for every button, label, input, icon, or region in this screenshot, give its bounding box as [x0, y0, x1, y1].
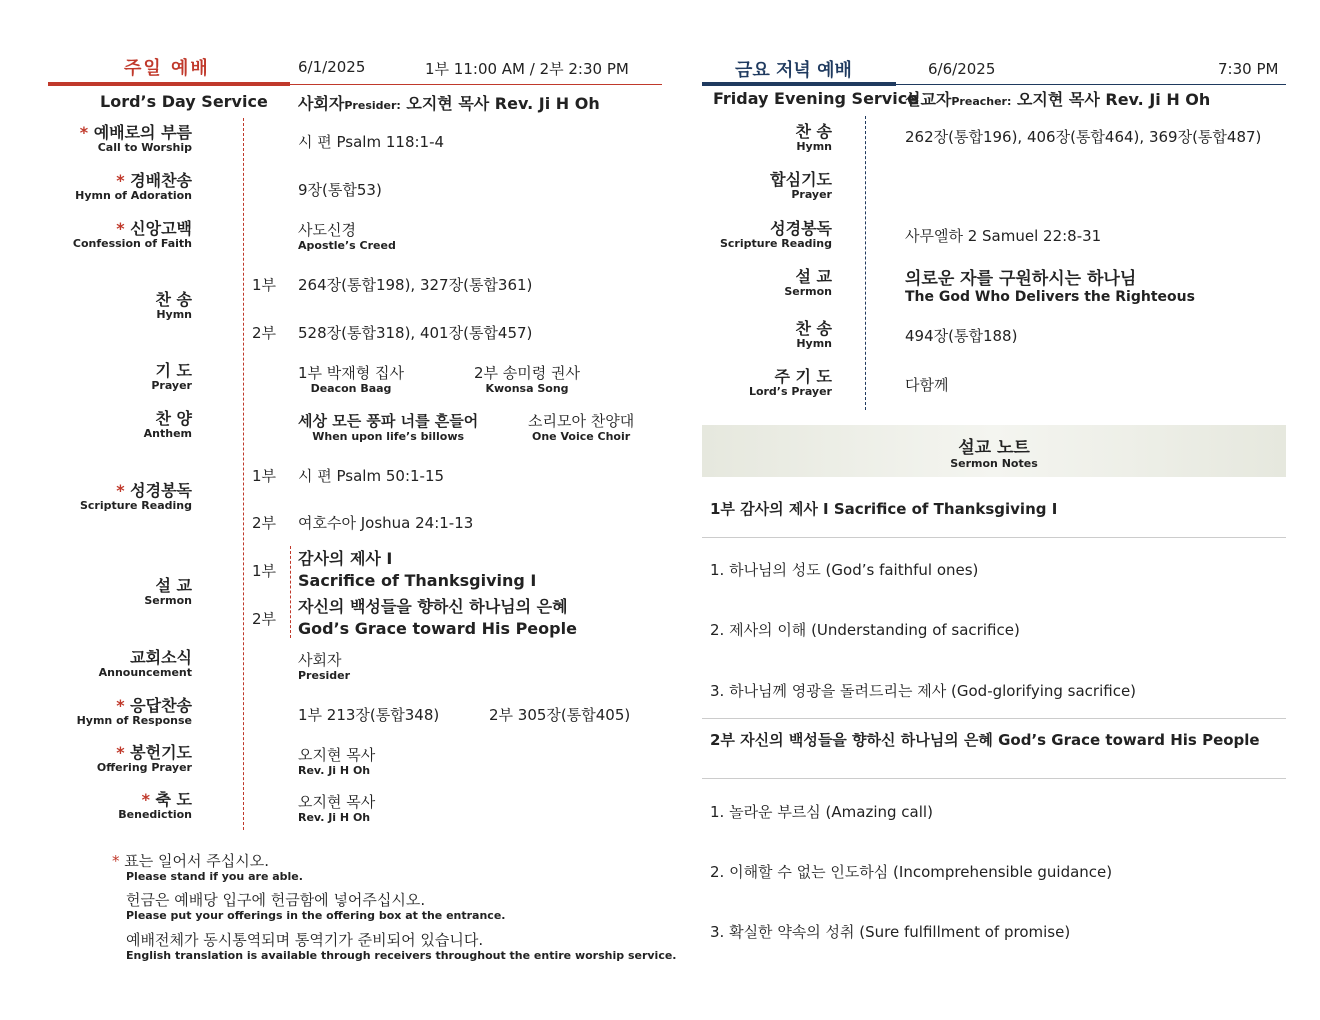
hymn-part2: 2부	[252, 324, 277, 342]
sermon-notes-header: 설교 노트 Sermon Notes	[702, 425, 1286, 477]
sermon-dashed-divider	[290, 546, 291, 638]
notes-divider	[702, 718, 1286, 719]
fri-sermon-label: 설 교 Sermon	[784, 267, 832, 298]
fri-hymn1-label: 찬 송 Hymn	[795, 122, 832, 153]
fri-sermon-value: 의로운 자를 구원하시는 하나님 The God Who Delivers the Righteous	[905, 269, 1195, 305]
announcement-value: 사회자 Presider	[298, 651, 351, 682]
prayer-person2: 2부 송미령 권사 Kwonsa Song	[474, 364, 581, 395]
notes-part1-point3: 3. 하나님께 영광을 돌려드리는 제사 (God-glorifying sacrifice)	[710, 682, 1137, 700]
item-response-label: * 응답찬송 Hymn of Response	[76, 696, 192, 727]
notes-part1-point1: 1. 하나님의 성도 (God’s faithful ones)	[710, 561, 979, 579]
left-times: 1부 11:00 AM / 2부 2:30 PM	[425, 60, 629, 78]
notes-part1-heading: 1부 감사의 제사 I Sacrifice of Thanksgiving I	[710, 500, 1058, 518]
left-header-rule	[290, 84, 662, 85]
left-title-bar	[48, 82, 290, 86]
item-offering-label: * 봉헌기도 Offering Prayer	[96, 743, 192, 774]
response-value1: 1부 213장(통합348)	[298, 706, 440, 724]
item-hymn-adoration-value: 9장(통합53)	[298, 181, 382, 199]
left-title: 주일 예배	[124, 58, 210, 79]
hymn-value1: 264장(통합198), 327장(통합361)	[298, 276, 533, 294]
item-anthem-label: 찬 양 Anthem	[143, 409, 192, 440]
item-confession-label: * 신앙고백 Confession of Faith	[72, 219, 192, 250]
right-date: 6/6/2025	[928, 60, 996, 78]
scripture-value2: 여호수아 Joshua 24:1-13	[298, 514, 474, 532]
right-time: 7:30 PM	[1218, 60, 1279, 78]
benediction-value: 오지현 목사 Rev. Ji H Oh	[298, 793, 376, 824]
fri-hymn2-label: 찬 송 Hymn	[795, 319, 832, 350]
right-title-bar	[702, 82, 896, 86]
fri-scripture-value: 사무엘하 2 Samuel 22:8-31	[905, 227, 1102, 245]
item-benediction-label: * 축 도 Benediction	[118, 790, 192, 821]
fri-hymn1-value: 262장(통합196), 406장(통합464), 369장(통합487)	[905, 128, 1262, 146]
response-value2: 2부 305장(통합405)	[489, 706, 631, 724]
notes-divider	[702, 537, 1286, 538]
sermon-title1: 감사의 제사 I Sacrifice of Thanksgiving I	[298, 549, 537, 590]
notes-part1-point2: 2. 제사의 이해 (Understanding of sacrifice)	[710, 621, 1020, 639]
right-header-rule	[896, 84, 1286, 85]
footnote-offering: 헌금은 예배당 입구에 헌금함에 넣어주십시오. Please put your offerings in the offering box at the entrance.	[126, 891, 506, 922]
item-sermon-label: 설 교 Sermon	[144, 576, 192, 607]
item-scripture-label: * 성경봉독 Scripture Reading	[79, 481, 192, 512]
fri-lordsprayer-label: 주 기 도 Lord’s Prayer	[748, 367, 832, 398]
item-confession-value: 사도신경 Apostle’s Creed	[298, 221, 396, 252]
sermon-part2: 2부	[252, 610, 277, 628]
notes-part2-heading: 2부 자신의 백성들을 향하신 하나님의 은혜 God’s Grace toward His People	[710, 731, 1260, 749]
item-hymn-adoration-label: * 경배찬송 Hymn of Adoration	[75, 171, 192, 202]
item-call-to-worship-value: 시 편 Psalm 118:1-4	[298, 133, 445, 151]
footnote-stand: * 표는 일어서 주십시오. Please stand if you are able.	[112, 852, 303, 883]
left-dashed-divider	[243, 118, 244, 830]
fri-scripture-label: 성경봉독 Scripture Reading	[719, 219, 832, 250]
left-service-en: Lord’s Day Service	[100, 92, 268, 111]
fri-lordsprayer-value: 다함께	[905, 376, 949, 394]
item-announcement-label: 교회소식 Announcement	[98, 648, 192, 679]
right-dashed-divider	[865, 116, 866, 410]
sermon-part1: 1부	[252, 562, 277, 580]
left-date: 6/1/2025	[298, 58, 366, 76]
anthem-choir: 소리모아 찬양대 One Voice Choir	[528, 412, 635, 443]
right-service-en: Friday Evening Service	[713, 89, 919, 108]
item-hymn-label: 찬 송 Hymn	[155, 290, 192, 321]
left-presider: 사회자Presider: 오지현 목사 Rev. Ji H Oh	[298, 94, 600, 113]
notes-part2-point2: 2. 이해할 수 없는 인도하심 (Incomprehensible guidance)	[710, 863, 1113, 881]
fri-prayer-label: 합심기도 Prayer	[770, 170, 832, 201]
fri-hymn2-value: 494장(통합188)	[905, 327, 1018, 345]
notes-part2-point3: 3. 확실한 약속의 성취 (Sure fulfillment of promise)	[710, 923, 1071, 941]
scripture-part2: 2부	[252, 514, 277, 532]
offering-value: 오지현 목사 Rev. Ji H Oh	[298, 746, 376, 777]
notes-part2-point1: 1. 놀라운 부르심 (Amazing call)	[710, 803, 933, 821]
sermon-title2: 자신의 백성들을 향하신 하나님의 은혜 God’s Grace toward His People	[298, 597, 577, 638]
right-preacher: 설교자Preacher: 오지현 목사 Rev. Ji H Oh	[905, 90, 1211, 109]
anthem-title: 세상 모든 풍파 너를 흔들어 When upon life’s billows	[298, 412, 479, 443]
scripture-value1: 시 편 Psalm 50:1-15	[298, 467, 445, 485]
hymn-value2: 528장(통합318), 401장(통합457)	[298, 324, 533, 342]
footnote-translation: 예배전체가 동시통역되며 통역기가 준비되어 있습니다. English translation is available through receivers throughout the entire worship service.	[126, 931, 677, 962]
right-title: 금요 저녁 예배	[735, 60, 852, 81]
scripture-part1: 1부	[252, 467, 277, 485]
item-prayer-label: 기 도 Prayer	[151, 361, 192, 392]
prayer-person1: 1부 박재형 집사 Deacon Baag	[298, 364, 405, 395]
notes-divider	[702, 778, 1286, 779]
hymn-part1: 1부	[252, 276, 277, 294]
item-call-to-worship-label: * 예배로의 부름 Call to Worship	[79, 123, 192, 154]
